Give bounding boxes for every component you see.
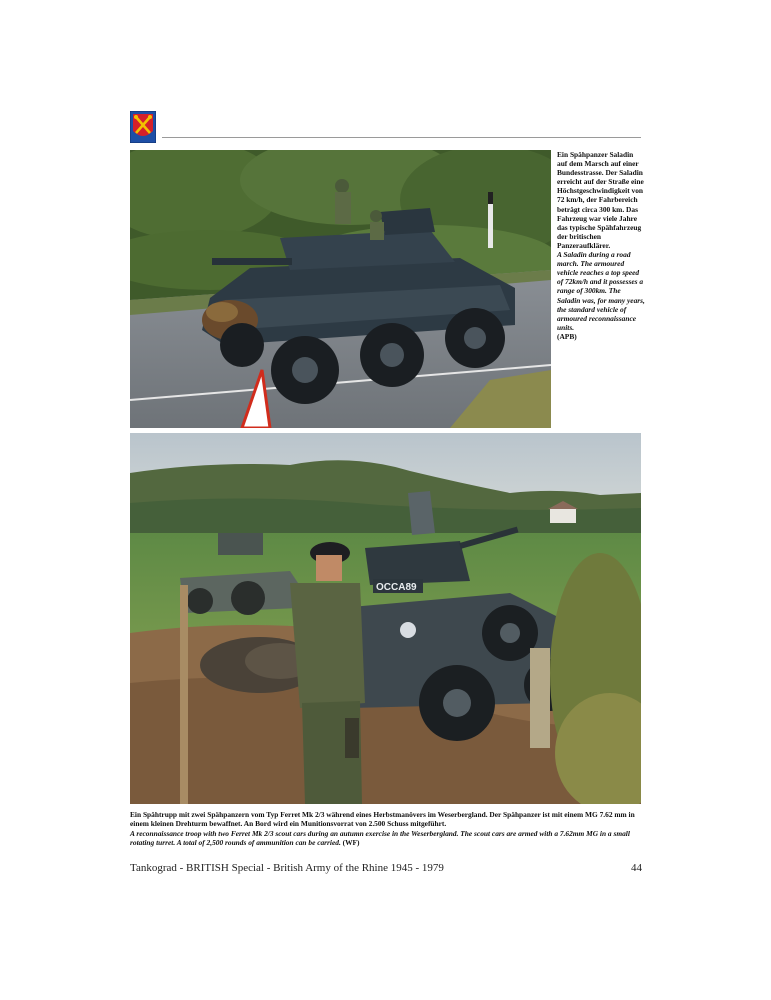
ferret-caption-english — [130, 829, 642, 848]
saladin-photo-credit: (APB) — [557, 331, 577, 341]
page-number: 44 — [631, 862, 642, 874]
turret-marking: OCCA89 — [376, 582, 417, 593]
saladin-caption-english: A Saladin during a road march. The armoured vehicle reaches a top speed of 72km/h and it possesses a range of 300km. The Saladin was, for many years, the standard vehicle of armoured reconnaissance units. — [557, 250, 645, 332]
ferret-caption-german: Ein Spähtrupp mit zwei Spähpanzern vom Typ Ferret Mk 2/3 während eines Herbstmanövers im Weserbergland. Der Spähpanzer ist mit einem MG 7.62 mm in einem kleinen Drehturm bewaffnet. An Bord wird ein Munitionsvorrat von 2.500 Schuss mitgeführt. — [130, 810, 635, 829]
ferret-caption — [130, 810, 642, 847]
saladin-photo — [130, 150, 551, 428]
saladin-caption-german: Ein Spähpanzer Saladin auf dem Marsch auf einer Bundesstrasse. Der Saladin erreicht auf der Straße eine Höchstgeschwindigkeit von 72 km/h, der Fahrbereich beträgt circa 300 km. Das Fahrzeug war viele Jahre das typische Spähfahrzeug der britischen Panzeraufklärer. — [557, 150, 644, 250]
header-rule — [162, 137, 641, 138]
ferret-caption-english-text: A reconnaissance troop with two Ferret Mk 2/3 scout cars during an autumn exercise in the Weserbergland. The scout cars are armed with a 7.62mm MG in a small rotating turret. A total of 2,500 rounds of ammunition can be carried. — [130, 828, 630, 847]
footer-title: Tankograd - BRITISH Special - British Army of the Rhine 1945 - 1979 — [130, 862, 444, 874]
ferret-photo-credit: (WF) — [342, 837, 360, 847]
saladin-caption — [557, 150, 645, 341]
ferret-photo — [130, 433, 641, 804]
brigade-emblem-icon — [130, 111, 156, 143]
